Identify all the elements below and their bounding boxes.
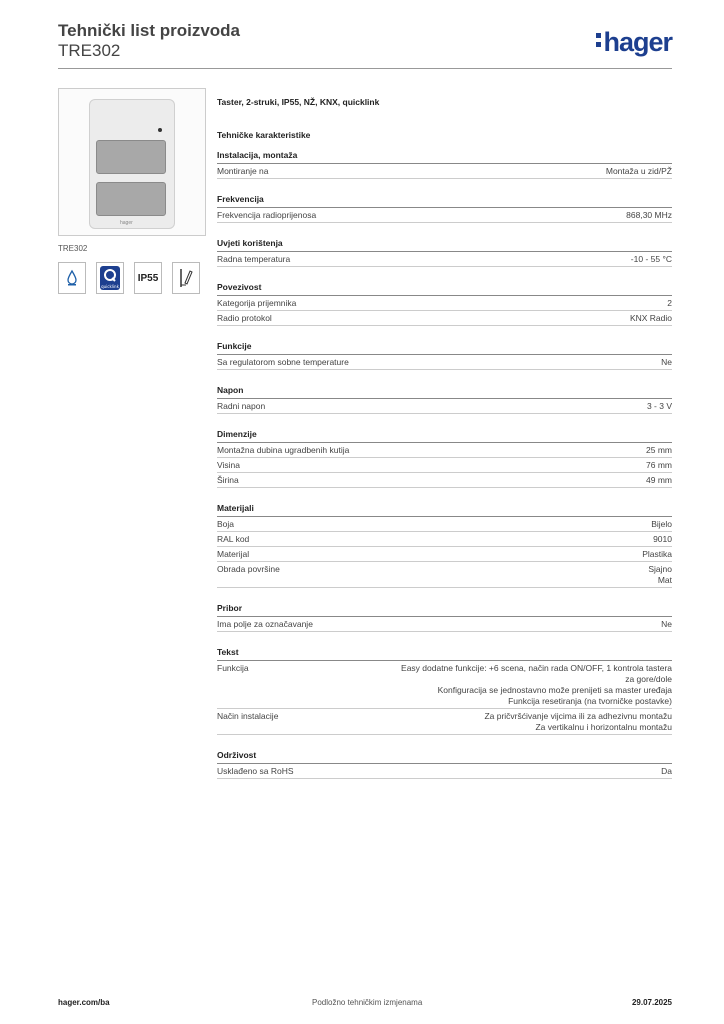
spec-value-line: Funkcija resetiranja (na tvorničke postavke): [508, 696, 672, 706]
spec-value: [401, 663, 672, 707]
spec-value-line: 49 mm: [646, 475, 672, 485]
spec-section: [217, 282, 672, 326]
logo-text: hager: [603, 27, 672, 57]
spec-value-line: 76 mm: [646, 460, 672, 470]
spec-label: Montiranje na: [217, 166, 269, 176]
spec-value: [661, 766, 672, 777]
spec-row: [217, 709, 672, 735]
spec-label: Obrada površine: [217, 564, 280, 574]
spec-value-line: Za pričvršćivanje vijcima ili za adhezivnu montažu: [484, 711, 672, 721]
spec-value: [653, 534, 672, 545]
spec-row: [217, 443, 672, 458]
footer-website: hager.com/ba: [58, 998, 110, 1007]
spec-value: [631, 254, 672, 265]
spec-row: [217, 547, 672, 562]
spec-value-line: Montaža u zid/PŽ: [605, 166, 672, 176]
spec-label: RAL kod: [217, 534, 250, 544]
spec-value-line: Sjajno: [648, 564, 672, 574]
ip-rating-label: IP55: [137, 272, 159, 284]
product-description: Taster, 2-struki, IP55, NŽ, KNX, quicklink: [217, 97, 380, 107]
spec-row: [217, 355, 672, 370]
spec-section-title: Frekvencija: [217, 194, 672, 208]
spec-value: [626, 210, 672, 221]
spec-value-line: 25 mm: [646, 445, 672, 455]
spec-row: [217, 296, 672, 311]
spec-section-title: Održivost: [217, 750, 672, 764]
spec-value: [661, 357, 672, 368]
spec-row: [217, 208, 672, 223]
spec-label: Funkcija: [217, 663, 249, 673]
spec-row: [217, 473, 672, 488]
switch-button-bottom: [96, 182, 166, 216]
spec-label: Frekvencija radioprijenosa: [217, 210, 317, 220]
spec-row: [217, 458, 672, 473]
product-image-caption: TRE302: [58, 244, 88, 253]
spec-value: [646, 460, 672, 471]
spec-value-line: -10 - 55 °C: [630, 254, 672, 264]
spec-row: [217, 764, 672, 779]
spec-label: Boja: [217, 519, 235, 529]
spec-section-title: Dimenzije: [217, 429, 672, 443]
spec-label: Materijal: [217, 549, 250, 559]
logo-dots-icon: [596, 33, 601, 51]
brand-logo: [596, 27, 672, 57]
spec-section: [217, 341, 672, 370]
switch-brand-mark: hager: [120, 220, 133, 226]
spec-value-line: Ne: [661, 619, 672, 629]
spec-value-line: Mat: [657, 575, 672, 585]
spec-value: [606, 166, 672, 177]
spec-value-line: Bijelo: [651, 519, 672, 529]
spec-row: [217, 164, 672, 179]
spec-section: [217, 385, 672, 414]
quicklink-icon: [96, 262, 124, 294]
spec-value-line: Da: [661, 766, 672, 776]
spec-value-line: Za vertikalnu i horizontalnu montažu: [535, 722, 672, 732]
spec-row: [217, 517, 672, 532]
led-indicator: [158, 128, 162, 132]
spec-value: [646, 445, 672, 456]
spec-row: [217, 532, 672, 547]
spec-label: Kategorija prijemnika: [217, 298, 297, 308]
spec-value: [484, 711, 672, 733]
spec-value-line: 868,30 MHz: [626, 210, 672, 220]
spec-section-title: Pribor: [217, 603, 672, 617]
spec-value-line: Ne: [661, 357, 672, 367]
spec-section-title: Materijali: [217, 503, 672, 517]
product-image: [58, 88, 206, 236]
page-title: Tehnički list proizvoda: [58, 21, 240, 40]
spec-row: [217, 562, 672, 588]
spec-section: [217, 238, 672, 267]
spec-value-line: Plastika: [642, 549, 672, 559]
spec-row: [217, 311, 672, 326]
spec-section: [217, 750, 672, 779]
spec-value-line: 2: [667, 298, 672, 308]
spec-section: [217, 194, 672, 223]
spec-value-line: Konfiguracija se jednostavno može prenijeti sa master uređaja: [437, 685, 672, 695]
spec-value-line: 3 - 3 V: [646, 401, 672, 411]
spec-section-title: Tekst: [217, 647, 672, 661]
spec-section: [217, 503, 672, 588]
spec-value-line: KNX Radio: [629, 313, 672, 323]
header-divider: [58, 68, 672, 69]
spec-section: [217, 150, 672, 179]
spec-table: [217, 150, 672, 794]
spec-value: [642, 549, 672, 560]
spec-section-title: Napon: [217, 385, 672, 399]
spec-value: [647, 401, 672, 412]
spec-label: Širina: [217, 475, 239, 485]
quicklink-label: quicklink: [101, 284, 119, 289]
spec-section-title: Uvjeti korištenja: [217, 238, 672, 252]
spec-section: [217, 647, 672, 735]
ip-rating-icon: [134, 262, 162, 294]
spec-row: [217, 661, 672, 709]
spec-section-title: Povezivost: [217, 282, 672, 296]
spec-row: [217, 617, 672, 632]
switch-button-top: [96, 140, 166, 174]
spec-label: Visina: [217, 460, 240, 470]
spec-section-title: Funkcije: [217, 341, 672, 355]
spec-value: [630, 313, 672, 324]
spec-label: Usklađeno sa RoHS: [217, 766, 294, 776]
spec-section-title: Instalacija, montaža: [217, 150, 672, 164]
footer-disclaimer: Podložno tehničkim izmjenama: [312, 998, 423, 1007]
switch-body: [89, 99, 175, 229]
spec-section: [217, 429, 672, 488]
spec-label: Radio protokol: [217, 313, 272, 323]
spec-value-line: Easy dodatne funkcije: +6 scena, način rada ON/OFF, 1 kontrola tastera: [401, 663, 672, 673]
spec-label: Ima polje za označavanje: [217, 619, 313, 629]
spec-label: Sa regulatorom sobne temperature: [217, 357, 349, 367]
spec-row: [217, 399, 672, 414]
footer-date: 29.07.2025: [631, 998, 672, 1007]
spec-value: [651, 519, 672, 530]
spec-label: Način instalacije: [217, 711, 279, 721]
drop-icon: [58, 262, 86, 294]
spec-value-line: za gore/dole: [625, 674, 672, 684]
spec-row: [217, 252, 672, 267]
characteristics-title: Tehničke karakteristike: [217, 130, 311, 140]
spec-value: [661, 619, 672, 630]
spec-label: Radni napon: [217, 401, 266, 411]
spec-label: Radna temperatura: [217, 254, 291, 264]
spec-value: [648, 564, 672, 586]
spec-section: [217, 603, 672, 632]
page-subtitle: TRE302: [58, 41, 121, 60]
spec-value-line: 9010: [653, 534, 672, 544]
spec-label: Montažna dubina ugradbenih kutija: [217, 445, 350, 455]
spec-value: [646, 475, 672, 486]
spec-value: [667, 298, 672, 309]
mounting-icon: [172, 262, 200, 294]
